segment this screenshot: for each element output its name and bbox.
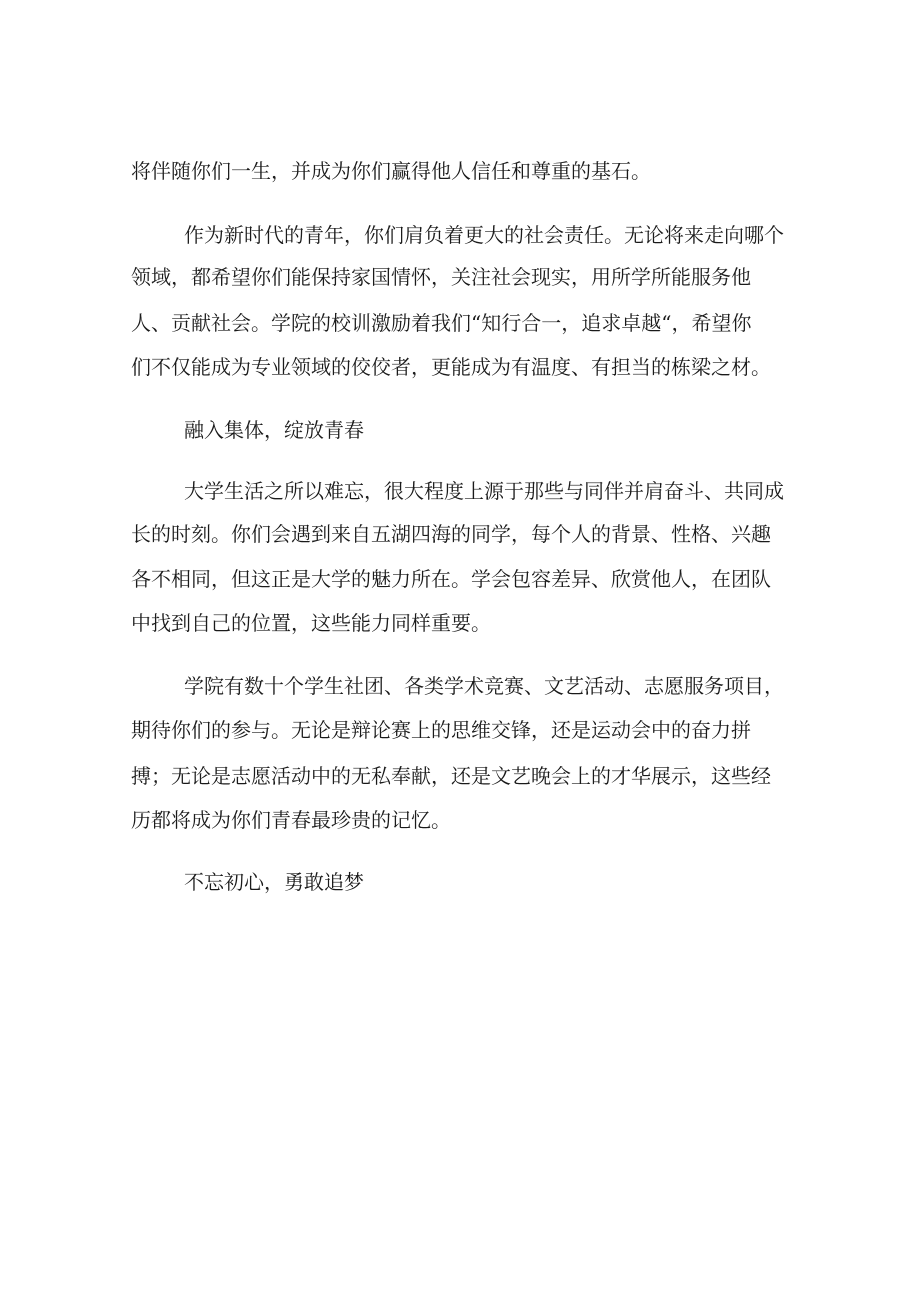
paragraph-2-line-3: 人、贡献社会。学院的校训激励着我们“知行合一，追求卓越“，希望你 [131,311,752,335]
section-heading-1: 融入集体，绽放青春 [184,418,364,442]
paragraph-4-line-2: 长的时刻。你们会遇到来自五湖四海的同学，每个人的背景、性格、兴趣 [131,522,771,546]
section-heading-2: 不忘初心，勇敢追梦 [184,870,364,894]
paragraph-5-line-2: 期待你们的参与。无论是辩论赛上的思维交锋，还是运动会中的奋力拼 [131,718,751,742]
paragraph-4-line-4: 中找到自己的位置，这些能力同样重要。 [131,611,491,635]
paragraph-4-line-1: 大学生活之所以难忘，很大程度上源于那些与同伴并肩奋斗、共同成 [184,479,784,503]
paragraph-5-line-1: 学院有数十个学生社团、各类学术竞赛、文艺活动、志愿服务项目， [184,674,784,698]
paragraph-1-line-1: 将伴随你们一生，并成为你们赢得他人信任和尊重的基石。 [131,159,651,183]
paragraph-4-line-3: 各不相同，但这正是大学的魅力所在。学会包容差异、欣赏他人，在团队 [131,567,771,591]
paragraph-2-line-2: 领域，都希望你们能保持家国情怀，关注社会现实，用所学所能服务他 [131,265,751,289]
paragraph-5-line-4: 历都将成为你们青春最珍贵的记忆。 [131,808,451,832]
paragraph-2-line-1: 作为新时代的青年，你们肩负着更大的社会责任。无论将来走向哪个 [184,223,784,247]
paragraph-5-line-3: 搏；无论是志愿活动中的无私奉献，还是文艺晚会上的才华展示，这些经 [131,764,771,788]
paragraph-2-line-4: 们不仅能成为专业领域的佼佼者，更能成为有温度、有担当的栋梁之材。 [131,355,771,379]
